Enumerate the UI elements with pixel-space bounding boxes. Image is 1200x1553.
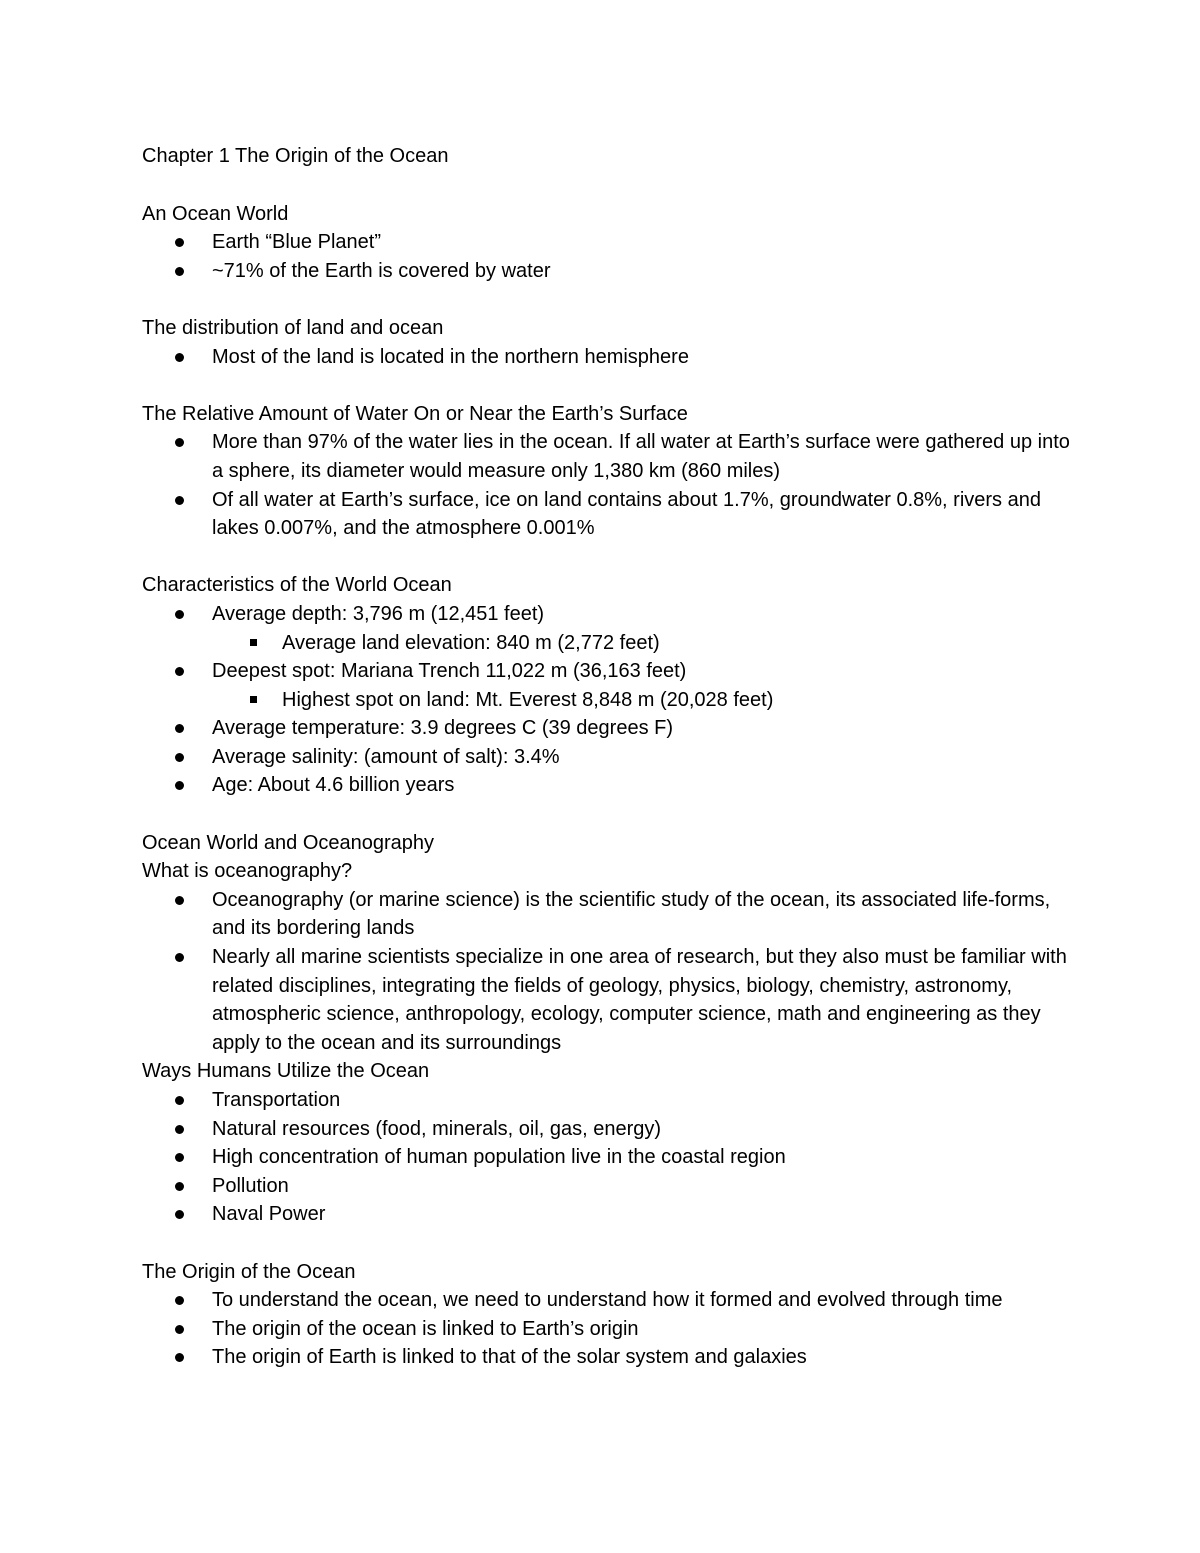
bullet-icon	[175, 667, 184, 676]
bullet-icon	[175, 1096, 184, 1105]
bullet-list-distribution	[142, 343, 1072, 372]
list-item: Average temperature: 3.9 degrees C (39 degrees F)	[142, 714, 1072, 743]
section-heading-origin: The Origin of the Ocean	[142, 1260, 356, 1283]
section-subheading-what-is-oceanography: What is oceanography?	[142, 860, 353, 883]
list-item: The origin of the ocean is linked to Earth’s origin	[142, 1315, 1072, 1344]
list-item: Deepest spot: Mariana Trench 11,022 m (36,163 feet)	[142, 657, 1072, 686]
bullet-icon	[175, 1210, 184, 1219]
bullet-icon	[175, 496, 184, 505]
bullet-icon	[175, 610, 184, 619]
list-item: Pollution	[142, 1172, 1072, 1201]
bullet-icon	[175, 1182, 184, 1191]
document-title: Chapter 1 The Origin of the Ocean	[142, 145, 449, 167]
list-item: Naval Power	[142, 1200, 1072, 1229]
section-heading-distribution: The distribution of land and ocean	[142, 316, 444, 339]
bullet-list-ways-humans	[142, 1086, 1072, 1229]
bullet-icon	[175, 353, 184, 362]
bullet-icon	[175, 1296, 184, 1305]
list-item: Most of the land is located in the northern hemisphere	[142, 343, 1072, 372]
list-item: More than 97% of the water lies in the ocean. If all water at Earth’s surface were gathered up into a sphere, its diameter would measure only 1,380 km (860 miles)	[142, 428, 1072, 485]
list-item: The origin of Earth is linked to that of the solar system and galaxies	[142, 1343, 1072, 1372]
list-item: Transportation	[142, 1086, 1072, 1115]
list-item: Natural resources (food, minerals, oil, gas, energy)	[142, 1115, 1072, 1144]
bullet-icon	[175, 1153, 184, 1162]
list-item: Earth “Blue Planet”	[142, 228, 1072, 257]
list-item: Oceanography (or marine science) is the scientific study of the ocean, its associated life-forms, and its bordering lands	[142, 886, 1072, 943]
bullet-icon	[175, 238, 184, 247]
document-page	[142, 142, 1072, 1372]
sub-list-item: Average land elevation: 840 m (2,772 feet)	[142, 629, 1072, 658]
section-heading-ways-humans: Ways Humans Utilize the Ocean	[142, 1060, 430, 1083]
sub-list-item: Highest spot on land: Mt. Everest 8,848 m (20,028 feet)	[142, 686, 1072, 715]
list-item: High concentration of human population live in the coastal region	[142, 1143, 1072, 1172]
section-heading-ocean-world: An Ocean World	[142, 202, 289, 225]
bullet-icon	[175, 1125, 184, 1134]
section-heading-relative-amount: The Relative Amount of Water On or Near the Earth’s Surface	[142, 402, 688, 425]
section-heading-characteristics: Characteristics of the World Ocean	[142, 574, 452, 597]
list-item: Average salinity: (amount of salt): 3.4%	[142, 743, 1072, 772]
list-item: Age: About 4.6 billion years	[142, 771, 1072, 800]
bullet-icon	[175, 438, 184, 447]
bullet-icon	[175, 953, 184, 962]
section-heading-oceanography: Ocean World and Oceanography	[142, 831, 435, 854]
bullet-icon	[175, 1353, 184, 1362]
bullet-icon	[175, 896, 184, 905]
bullet-list-characteristics	[142, 600, 1072, 800]
square-bullet-icon	[250, 639, 257, 646]
bullet-icon	[175, 753, 184, 762]
bullet-icon	[175, 781, 184, 790]
square-bullet-icon	[250, 696, 257, 703]
list-item: Average depth: 3,796 m (12,451 feet)	[142, 600, 1072, 629]
list-item: ~71% of the Earth is covered by water	[142, 257, 1072, 286]
bullet-list-origin	[142, 1286, 1072, 1372]
bullet-list-oceanography	[142, 886, 1072, 1058]
bullet-list-relative-amount	[142, 428, 1072, 542]
bullet-icon	[175, 1325, 184, 1334]
list-item: To understand the ocean, we need to understand how it formed and evolved through time	[142, 1286, 1072, 1315]
list-item: Of all water at Earth’s surface, ice on land contains about 1.7%, groundwater 0.8%, rivers and lakes 0.007%, and the atmosphere 0.001%	[142, 486, 1072, 543]
bullet-icon	[175, 724, 184, 733]
bullet-icon	[175, 267, 184, 276]
list-item: Nearly all marine scientists specialize in one area of research, but they also must be familiar with related disciplines, integrating the fields of geology, physics, biology, chemistry, astronomy, atmospheric science, anthropology, ecology, computer science, math and engineering as they apply to the ocean and its surroundings	[142, 943, 1072, 1057]
bullet-list-ocean-world	[142, 228, 1072, 285]
